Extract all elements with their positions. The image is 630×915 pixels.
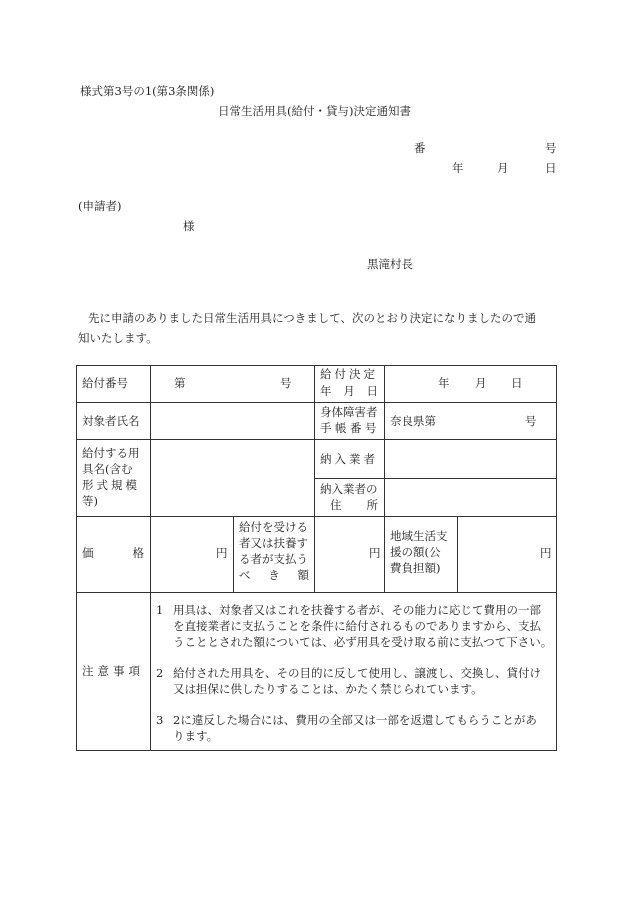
issuer: 黒滝村長	[367, 257, 413, 271]
subsidy-label-line: 援の額(公	[390, 545, 441, 559]
supplier-label: 納入業者	[320, 452, 378, 466]
recipient-name-label: 対象者氏名	[82, 414, 140, 428]
payment-number-go: 号	[280, 376, 292, 390]
date-year: 年	[452, 161, 464, 175]
decision-year-char: 年	[320, 384, 332, 398]
decision-date-label-ymd	[320, 384, 378, 399]
decision-date-day: 日	[511, 376, 523, 390]
payer-label-line: 給付を受ける	[239, 520, 308, 534]
cert-number-suffix: 号	[525, 414, 537, 428]
payment-number-dai: 第	[174, 376, 186, 390]
price-label	[82, 546, 144, 561]
address-char-2: 所	[366, 498, 378, 512]
date-month: 月	[497, 161, 509, 175]
supplier-address-label-1: 納入業者の	[320, 482, 378, 496]
equipment-label-line: 具名(含む	[82, 462, 133, 476]
supplier-address-label-2	[330, 498, 378, 513]
notes-label: 注意事項	[82, 664, 144, 678]
subsidy-amount-unit: 円	[540, 546, 552, 560]
payer-label-char: べ	[239, 568, 251, 582]
note-number: 3	[156, 713, 164, 727]
intro-line-1: 先に申請のありました日常生活用具につきまして、次のとおり決定になりましたので通	[88, 311, 537, 325]
note-item-3	[156, 712, 556, 744]
address-char-1: 住	[330, 498, 342, 512]
cert-number-prefix: 奈良県第	[390, 414, 436, 428]
payment-number-label-text: 給付番号	[82, 376, 128, 391]
equipment-label-line: 等)	[82, 494, 98, 508]
equipment-label-line: 形式規模	[82, 478, 140, 492]
note-number: 2	[156, 666, 164, 680]
applicant-honorific: 様	[183, 219, 195, 233]
disability-cert-label-2	[320, 421, 378, 436]
subsidy-label-line: 地域生活支	[390, 529, 448, 543]
price-unit: 円	[216, 546, 228, 560]
intro-line-2: 知いたします。	[78, 331, 158, 345]
disability-cert-label-2-text: 手帳番号	[320, 421, 380, 435]
subsidy-label-line: 費負担額)	[390, 561, 441, 575]
note-line: うこととされた額については、必ず用具を受け取る前に支払つて下さい。	[173, 635, 553, 649]
price-label-char-1: 価	[82, 546, 94, 560]
decision-day-char: 日	[366, 384, 378, 398]
document-title: 日常生活用具(給付・貸与)決定通知書	[218, 104, 411, 118]
note-line: 2に違反した場合には、費用の全部又は一部を返還してもらうことがあ	[173, 713, 537, 727]
date-day: 日	[545, 161, 557, 175]
payer-amount-unit: 円	[369, 546, 381, 560]
note-line: を直接業者に支払うことを条件に給付されるものでありますから、支払	[173, 619, 541, 633]
disability-cert-label-1: 身体障害者	[320, 405, 378, 419]
note-number: 1	[156, 603, 164, 617]
decision-date-label: 給付決定	[320, 367, 378, 381]
payer-amount-label	[239, 519, 309, 583]
decision-month-char: 月	[343, 384, 355, 398]
note-line: 又は担保に供したりすることは、かたく禁じられています。	[173, 682, 483, 696]
payment-number-label	[82, 366, 144, 402]
note-item-1	[156, 602, 556, 650]
equipment-name-label	[82, 445, 140, 509]
applicant-label: (申請者)	[78, 199, 122, 213]
form-id: 様式第3号の1(第3条関係)	[80, 84, 215, 98]
price-label-char-2: 格	[132, 546, 144, 560]
payer-label-char: き	[268, 568, 280, 582]
payer-label-line: る者が支払う	[239, 552, 308, 566]
reference-go: 号	[545, 141, 557, 155]
decision-date-month: 月	[475, 376, 487, 390]
decision-date-year: 年	[438, 376, 450, 390]
subsidy-amount-label	[390, 528, 448, 576]
note-line: ります。	[173, 729, 219, 743]
payer-label-char: 額	[297, 568, 309, 582]
payer-label-line: 者又は扶養す	[239, 536, 308, 550]
equipment-label-line: 給付する用	[82, 446, 140, 460]
note-line: 用具は、対象者又はこれを扶養する者が、その能力に応じて費用の一部	[173, 603, 541, 617]
note-line: 給付された用具を、その目的に反して使用し、譲渡し、交換し、貸付け	[173, 666, 541, 680]
note-item-2	[156, 665, 556, 697]
reference-ban: 番	[414, 141, 426, 155]
